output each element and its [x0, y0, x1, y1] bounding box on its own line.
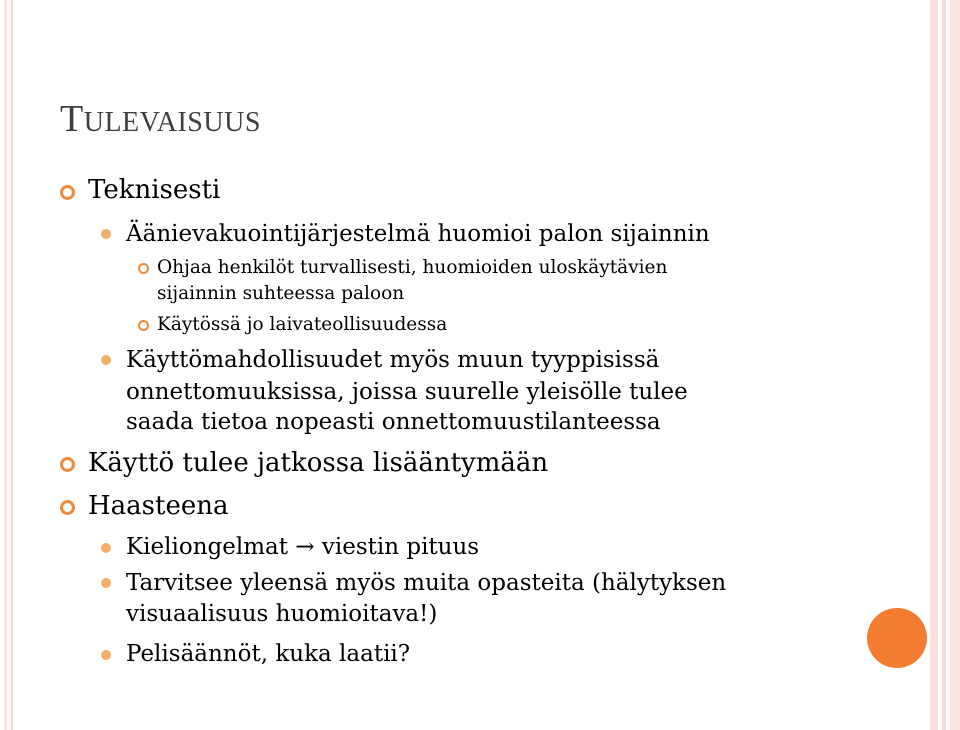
dot-bullet-icon	[101, 578, 111, 588]
bullet-aanievakuointi: Äänievakuointijärjestelmä huomioi palon sijainnin	[126, 221, 710, 247]
small-ring-bullet-icon	[138, 320, 149, 331]
title-initial: T	[60, 98, 84, 140]
bullet-kieliongelmat: Kieliongelmat → viestin pituus	[126, 534, 480, 560]
bullet-kaytto-tulee: Käyttö tulee jatkossa lisääntymään	[88, 448, 549, 478]
bullet-teknisesti: Teknisesti	[88, 175, 221, 205]
ring-bullet-icon	[60, 185, 75, 200]
title-rest: ULEVAISUUS	[83, 107, 261, 138]
bullet-haasteena: Haasteena	[88, 491, 229, 521]
bullet-tarvitsee-line-1: Tarvitsee yleensä myös muita opasteita (hälytyksen	[126, 570, 727, 596]
bullet-tarvitsee-line-2: visuaalisuus huomioitava!)	[126, 601, 438, 627]
dot-bullet-icon	[101, 355, 111, 365]
right-stripe-1	[930, 0, 938, 730]
right-stripe-2	[942, 0, 946, 730]
ring-bullet-icon	[60, 500, 75, 515]
dot-bullet-icon	[101, 229, 111, 239]
bullet-ohjaa-line-2: sijainnin suhteessa paloon	[157, 283, 405, 304]
decorative-orange-circle	[867, 608, 927, 668]
bullet-kayttomahdollisuudet-line-3: saada tietoa nopeasti onnettomuustilanteessa	[126, 409, 661, 435]
dot-bullet-icon	[101, 543, 111, 553]
small-ring-bullet-icon	[138, 263, 149, 274]
bullet-kayttomahdollisuudet-line-1: Käyttömahdollisuudet myös muun tyyppisissä	[126, 347, 660, 373]
left-edge-inner-stripe	[4, 0, 7, 730]
bullet-kaytossa: Käytössä jo laivateollisuudessa	[157, 314, 448, 335]
bullet-pelisaannot: Pelisäännöt, kuka laatii?	[126, 641, 411, 667]
right-edge-stripes	[930, 0, 960, 730]
dot-bullet-icon	[101, 650, 111, 660]
bullet-kayttomahdollisuudet-line-2: onnettomuuksissa, joissa suurelle yleisölle tulee	[126, 379, 688, 405]
right-stripe-3	[950, 0, 960, 730]
ring-bullet-icon	[60, 457, 75, 472]
bullet-ohjaa-line-1: Ohjaa henkilöt turvallisesti, huomioiden uloskäytävien	[157, 257, 668, 278]
slide-title	[60, 97, 261, 141]
